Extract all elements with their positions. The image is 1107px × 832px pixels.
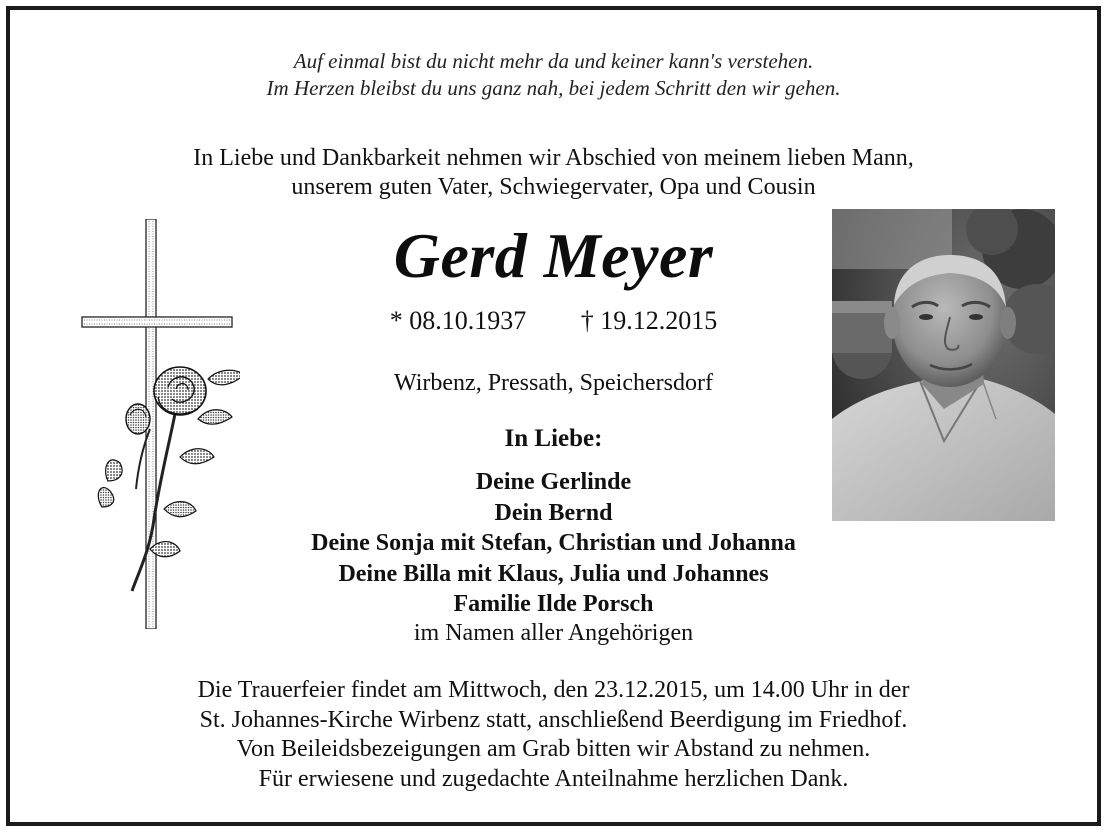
places: Wirbenz, Pressath, Speichersdorf — [394, 370, 713, 396]
verse-line-1: Auf einmal bist du nicht mehr da und keiner kann's verstehen. — [293, 49, 814, 73]
mourners-heading: In Liebe: — [504, 425, 603, 452]
intro-text — [14, 144, 1093, 202]
birth-date: * 08.10.1937 — [389, 306, 527, 335]
mourner-name: Deine Sonja mit Stefan, Christian und Johanna — [311, 530, 796, 556]
mourner-name: Deine Billa mit Klaus, Julia und Johannes — [338, 560, 769, 587]
verse — [14, 48, 1093, 102]
all-relatives: im Namen aller Angehörigen — [413, 620, 694, 646]
obituary-notice — [14, 14, 1093, 818]
intro-line-2: unserem guten Vater, Schwiegervater, Opa und Cousin — [291, 174, 816, 200]
portrait-photo — [832, 209, 1055, 521]
funeral-info — [14, 676, 1093, 794]
intro-line-1: In Liebe und Dankbarkeit nehmen wir Abschied von meinem lieben Mann, — [193, 145, 914, 171]
funeral-line-2: St. Johannes-Kirche Wirbenz statt, anschließend Beerdigung im Friedhof. — [199, 706, 908, 733]
portrait-image — [832, 209, 1055, 521]
funeral-line-4: Für erwiesene und zugedachte Anteilnahme herzlichen Dank. — [258, 765, 849, 792]
mourner-name: Familie Ilde Porsch — [453, 591, 654, 617]
deceased-name: Gerd Meyer — [393, 220, 714, 291]
death-date: † 19.12.2015 — [580, 306, 718, 335]
funeral-line-1: Die Trauerfeier findet am Mittwoch, den 23.12.2015, um 14.00 Uhr in der — [197, 677, 910, 703]
mourner-name: Deine Gerlinde — [475, 469, 632, 495]
mourner-name: Dein Bernd — [494, 499, 613, 526]
verse-line-2: Im Herzen bleibst du uns ganz nah, bei jedem Schritt den wir gehen. — [266, 76, 841, 100]
funeral-line-3: Von Beileidsbezeigungen am Grab bitten wir Abstand zu nehmen. — [236, 736, 871, 762]
